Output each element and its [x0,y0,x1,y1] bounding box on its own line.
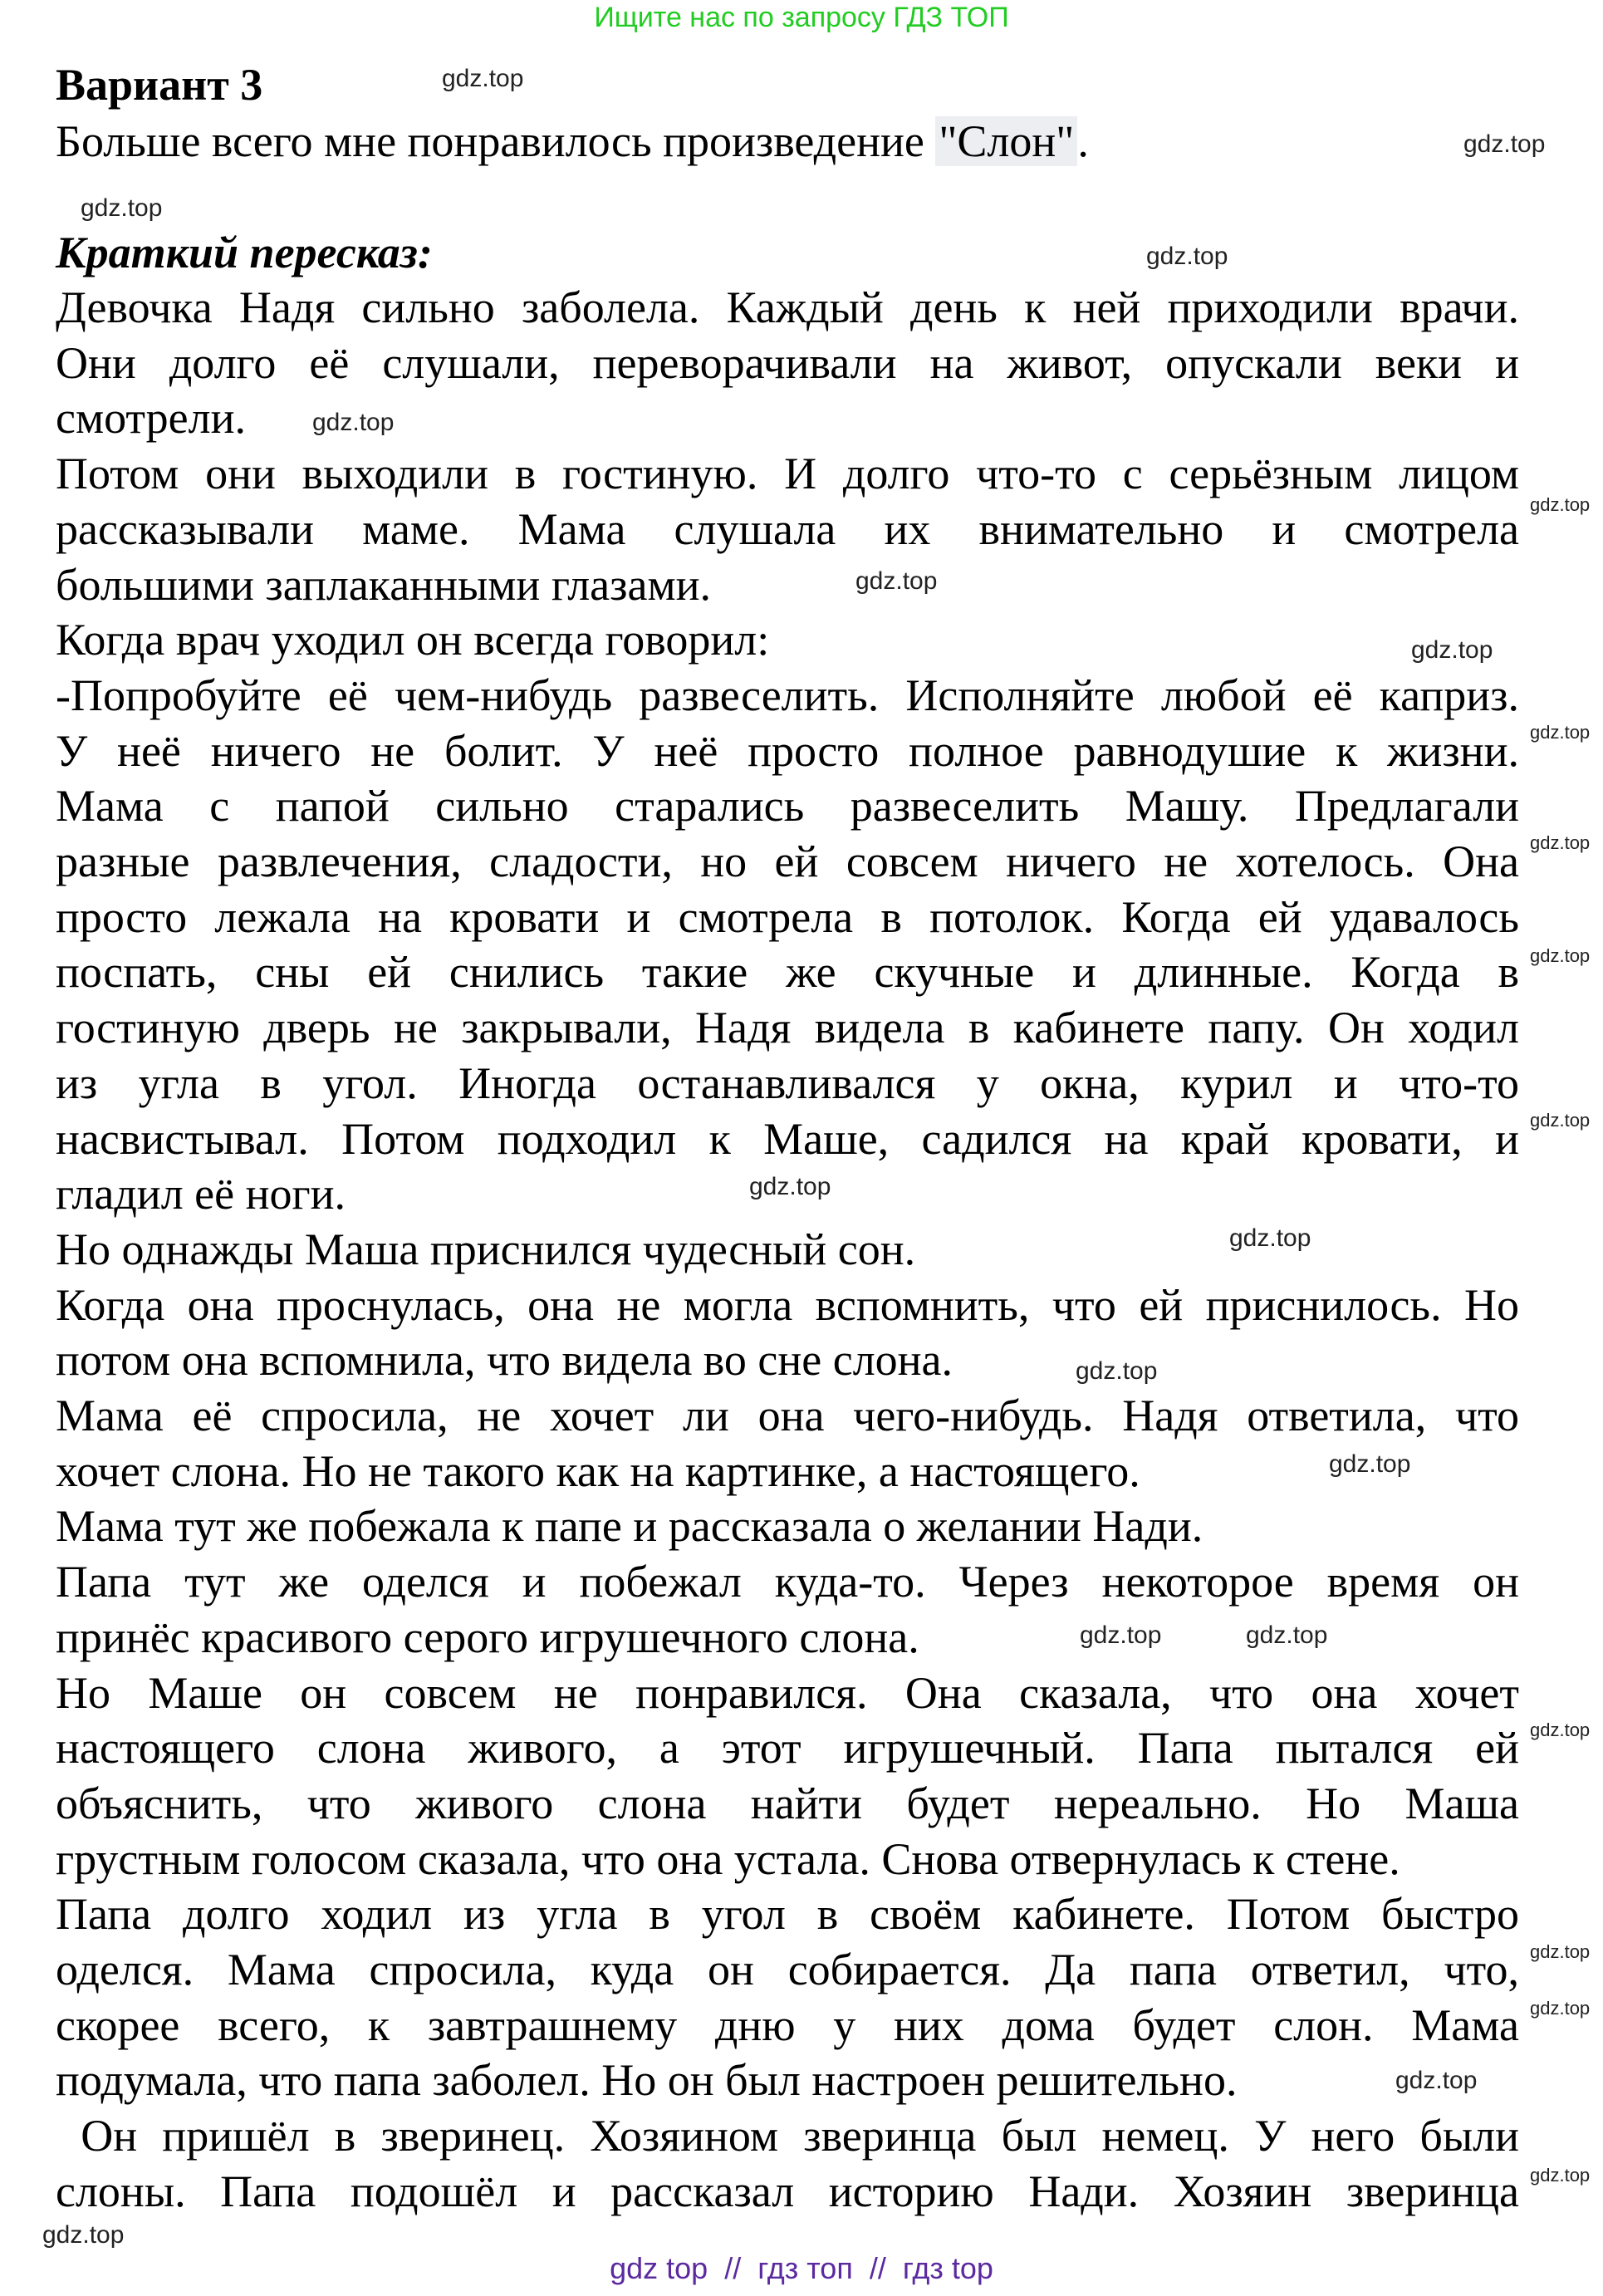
text-line: поспать, сны ей снились такие же скучные и длинные. Когда в [56,947,1519,998]
text-line: Он пришёл в зверинец. Хозяином зверинца был немец. У него были [56,2111,1519,2161]
text-line: слоны. Папа подошёл и рассказал историю Нади. Хозяин зверинца [56,2166,1519,2216]
text-line: Но Маше он совсем не понравился. Она сказала, что она хочет [56,1667,1519,1718]
text-line: гостиную дверь не закрывали, Надя видела в кабинете папу. Он ходил [56,1003,1519,1053]
watermark: gdz.top [1530,1941,1591,1962]
text-line: гладил её ноги. [56,1169,346,1219]
watermark: gdz.top [1246,1621,1328,1649]
text-line: объяснить, что живого слона найти будет нереально. Но Маша [56,1778,1519,1828]
text-line: Девочка Надя сильно заболела. Каждый день к ней приходили врачи. [56,282,1519,332]
text-line: принёс красивого серого игрушечного слона. [56,1612,919,1662]
watermark: gdz.top [1530,1110,1591,1131]
text-line: Они долго её слушали, переворачивали на живот, опускали веки и [56,337,1519,388]
watermark: gdz.top [1146,243,1228,270]
intro-text: Больше всего мне понравилось произведение [56,116,936,166]
text-line: -Попробуйте её чем-нибудь развеселить. Исполняйте любой её каприз. [56,670,1519,720]
text-line: из угла в угол. Иногда останавливался у окна, курил и что-то [56,1057,1519,1108]
intro-period: . [1077,116,1089,166]
watermark: gdz.top [1530,722,1591,743]
text-line: разные развлечения, сладости, но ей совсем ничего не хотелось. Она [56,836,1519,886]
text-line: настоящего слона живого, а этот игрушечный. Папа пытался ей [56,1723,1519,1774]
text-line: Папа долго ходил из угла в угол в своём кабинете. Потом быстро [56,1889,1519,1940]
section-heading: Краткий пересказ: [56,228,433,277]
watermark: gdz.top [1530,494,1591,515]
watermark: gdz.top [1530,1720,1591,1740]
watermark: gdz.top [1530,832,1591,853]
watermark: gdz.top [749,1173,831,1200]
text-line: рассказывали маме. Мама слушала их внимательно и смотрела [56,503,1519,554]
text-line: оделся. Мама спросила, куда он собирается. Да папа ответил, что, [56,1945,1519,1994]
watermark: gdz.top [1411,636,1493,664]
watermark: gdz.top [1329,1450,1411,1478]
watermark: gdz.top [1229,1224,1311,1252]
text-line: Мама тут же побежала к папе и рассказала о желании Нади. [56,1501,1203,1552]
watermark: gdz.top [1463,130,1546,158]
text-line: Потом они выходили в гостиную. И долго что-то с серьёзным лицом [56,449,1519,499]
watermark: gdz.top [855,567,938,595]
text-line: хочет слона. Но не такого как на картинке, а настоящего. [56,1445,1140,1496]
watermark: gdz.top [312,409,395,436]
text-line: смотрели. [56,393,246,444]
text-line: насвистывал. Потом подходил к Маше, садился на край кровати, и [56,1113,1519,1164]
watermark: gdz.top [1530,945,1591,966]
watermark: gdz.top [1530,1998,1591,2019]
watermark: gdz.top [1080,1621,1162,1649]
text-line: У неё ничего не болит. У неё просто полное равнодушие к жизни. [56,725,1519,776]
intro-line [56,114,1089,169]
footer-links: gdz top // гдз топ // гдз top [610,2251,993,2285]
highlighted-title: "Слон" [935,116,1077,166]
text-line: подумала, что папа заболел. Но он был настроен решительно. [56,2055,1238,2106]
watermark: gdz.top [1530,2165,1591,2186]
watermark: gdz.top [42,2221,125,2249]
text-line: потом она вспомнила, что видела во сне слона. [56,1335,953,1386]
watermark: gdz.top [1076,1357,1158,1385]
text-line: Но однажды Маша приснился чудесный сон. [56,1224,916,1274]
text-line: просто лежала на кровати и смотрела в потолок. Когда ей удавалось [56,891,1519,942]
text-line: скорее всего, к завтрашнему дню у них дома будет слон. Мама [56,1999,1519,2050]
watermark: gdz.top [81,194,163,222]
text-line: Мама с папой сильно старались развеселить Машу. Предлагали [56,781,1519,832]
page-title: Вариант 3 [56,60,263,110]
top-banner: Ищите нас по запросу ГДЗ ТОП [594,2,1009,33]
text-line: Когда врач уходил он всегда говорил: [56,615,770,665]
text-line: Папа тут же оделся и побежал куда-то. Через некоторое время он [56,1557,1519,1607]
watermark: gdz.top [442,65,524,92]
watermark: gdz.top [1395,2067,1478,2094]
text-line: Мама её спросила, не хочет ли она чего-нибудь. Надя ответила, что [56,1391,1519,1440]
text-line: Когда она проснулась, она не могла вспомнить, что ей приснилось. Но [56,1279,1519,1330]
text-line: большими заплаканными глазами. [56,559,712,610]
text-line: грустным голосом сказала, что она устала. Снова отвернулась к стене. [56,1833,1400,1884]
